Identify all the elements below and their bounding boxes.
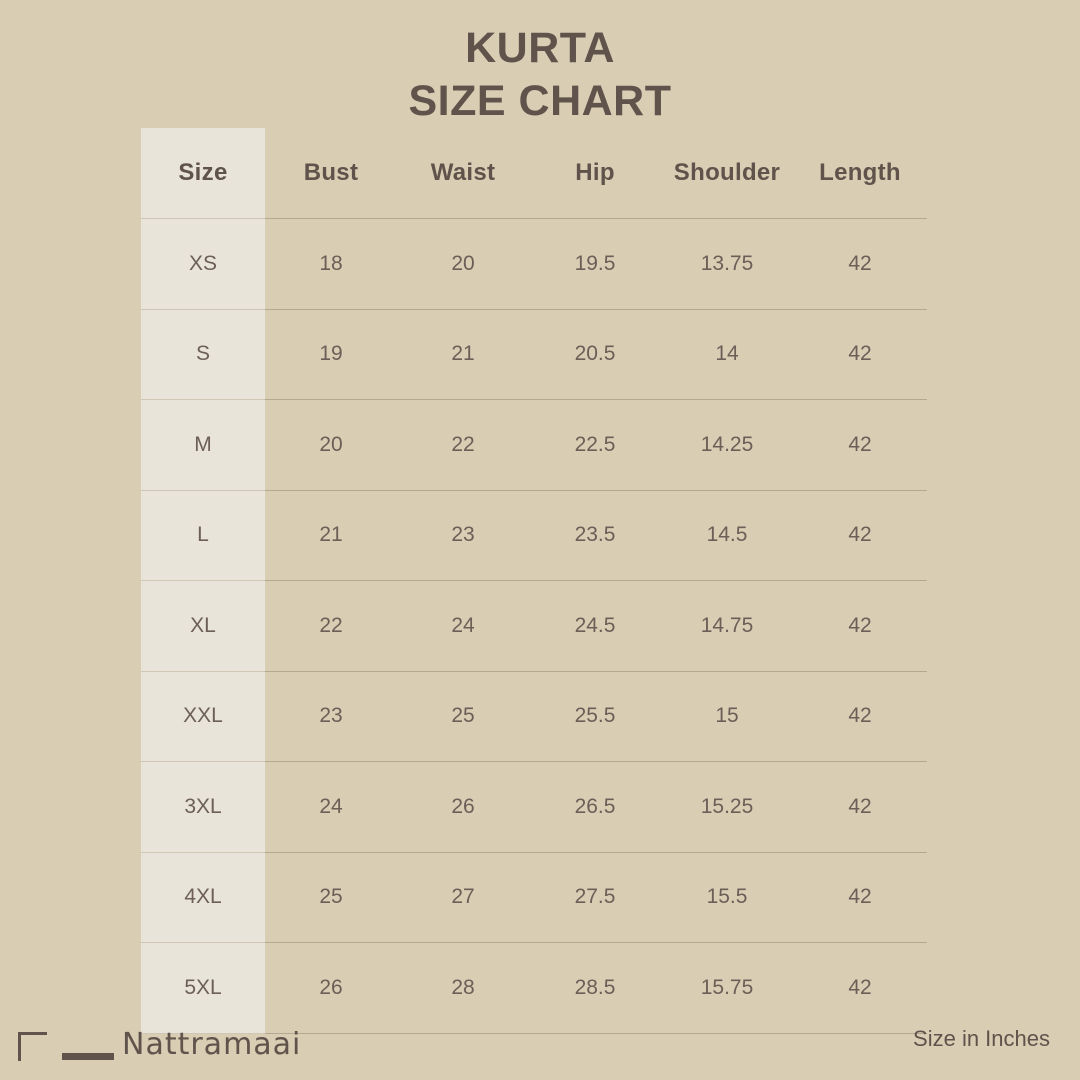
unit-note: Size in Inches bbox=[913, 1026, 1050, 1051]
cell-shoulder: 13.75 bbox=[661, 219, 793, 310]
header-row bbox=[141, 128, 927, 219]
cell-size: 5XL bbox=[141, 943, 265, 1034]
table-row bbox=[141, 762, 927, 853]
cell-length: 42 bbox=[793, 852, 927, 943]
cell-length: 42 bbox=[793, 671, 927, 762]
cell-shoulder: 15.75 bbox=[661, 943, 793, 1034]
cell-size: XS bbox=[141, 219, 265, 310]
cell-hip: 28.5 bbox=[529, 943, 661, 1034]
cell-shoulder: 15 bbox=[661, 671, 793, 762]
table-body bbox=[141, 219, 927, 1034]
cell-shoulder: 14.25 bbox=[661, 400, 793, 491]
cell-waist: 27 bbox=[397, 852, 529, 943]
table-row bbox=[141, 219, 927, 310]
page-title bbox=[0, 0, 1080, 128]
cell-length: 42 bbox=[793, 490, 927, 581]
cell-bust: 18 bbox=[265, 219, 397, 310]
bracket-logo-icon bbox=[18, 1032, 114, 1062]
column-header-bust: Bust bbox=[265, 128, 397, 219]
cell-size: 4XL bbox=[141, 852, 265, 943]
table-row bbox=[141, 581, 927, 672]
cell-shoulder: 15.5 bbox=[661, 852, 793, 943]
cell-hip: 24.5 bbox=[529, 581, 661, 672]
table-row bbox=[141, 852, 927, 943]
cell-waist: 20 bbox=[397, 219, 529, 310]
cell-hip: 25.5 bbox=[529, 671, 661, 762]
cell-length: 42 bbox=[793, 400, 927, 491]
cell-length: 42 bbox=[793, 762, 927, 853]
title-line-1: KURTA bbox=[465, 24, 615, 72]
cell-size: XXL bbox=[141, 671, 265, 762]
cell-size: L bbox=[141, 490, 265, 581]
cell-size: 3XL bbox=[141, 762, 265, 853]
size-chart-table-wrap bbox=[141, 128, 927, 1034]
cell-bust: 20 bbox=[265, 400, 397, 491]
cell-bust: 19 bbox=[265, 309, 397, 400]
column-header-shoulder: Shoulder bbox=[661, 128, 793, 219]
cell-size: M bbox=[141, 400, 265, 491]
brand-logo bbox=[18, 1027, 301, 1062]
cell-hip: 22.5 bbox=[529, 400, 661, 491]
cell-length: 42 bbox=[793, 943, 927, 1034]
cell-bust: 21 bbox=[265, 490, 397, 581]
table-row bbox=[141, 400, 927, 491]
column-header-waist: Waist bbox=[397, 128, 529, 219]
cell-size: S bbox=[141, 309, 265, 400]
cell-hip: 23.5 bbox=[529, 490, 661, 581]
cell-waist: 25 bbox=[397, 671, 529, 762]
table-header bbox=[141, 128, 927, 219]
column-header-size: Size bbox=[141, 128, 265, 219]
column-header-length: Length bbox=[793, 128, 927, 219]
cell-hip: 20.5 bbox=[529, 309, 661, 400]
cell-hip: 26.5 bbox=[529, 762, 661, 853]
cell-waist: 21 bbox=[397, 309, 529, 400]
cell-shoulder: 15.25 bbox=[661, 762, 793, 853]
cell-bust: 25 bbox=[265, 852, 397, 943]
cell-waist: 23 bbox=[397, 490, 529, 581]
cell-waist: 24 bbox=[397, 581, 529, 672]
cell-waist: 28 bbox=[397, 943, 529, 1034]
cell-shoulder: 14 bbox=[661, 309, 793, 400]
table-row bbox=[141, 671, 927, 762]
cell-bust: 24 bbox=[265, 762, 397, 853]
cell-bust: 23 bbox=[265, 671, 397, 762]
cell-bust: 26 bbox=[265, 943, 397, 1034]
cell-hip: 19.5 bbox=[529, 219, 661, 310]
table-row bbox=[141, 309, 927, 400]
cell-length: 42 bbox=[793, 581, 927, 672]
cell-size: XL bbox=[141, 581, 265, 672]
cell-hip: 27.5 bbox=[529, 852, 661, 943]
column-header-hip: Hip bbox=[529, 128, 661, 219]
cell-shoulder: 14.75 bbox=[661, 581, 793, 672]
brand-name: Nattramaai bbox=[122, 1027, 302, 1062]
table-row bbox=[141, 490, 927, 581]
cell-bust: 22 bbox=[265, 581, 397, 672]
cell-length: 42 bbox=[793, 219, 927, 310]
cell-waist: 22 bbox=[397, 400, 529, 491]
cell-waist: 26 bbox=[397, 762, 529, 853]
table-row bbox=[141, 943, 927, 1034]
cell-shoulder: 14.5 bbox=[661, 490, 793, 581]
title-line-2: SIZE CHART bbox=[408, 76, 672, 125]
cell-length: 42 bbox=[793, 309, 927, 400]
size-chart-table bbox=[141, 128, 927, 1034]
